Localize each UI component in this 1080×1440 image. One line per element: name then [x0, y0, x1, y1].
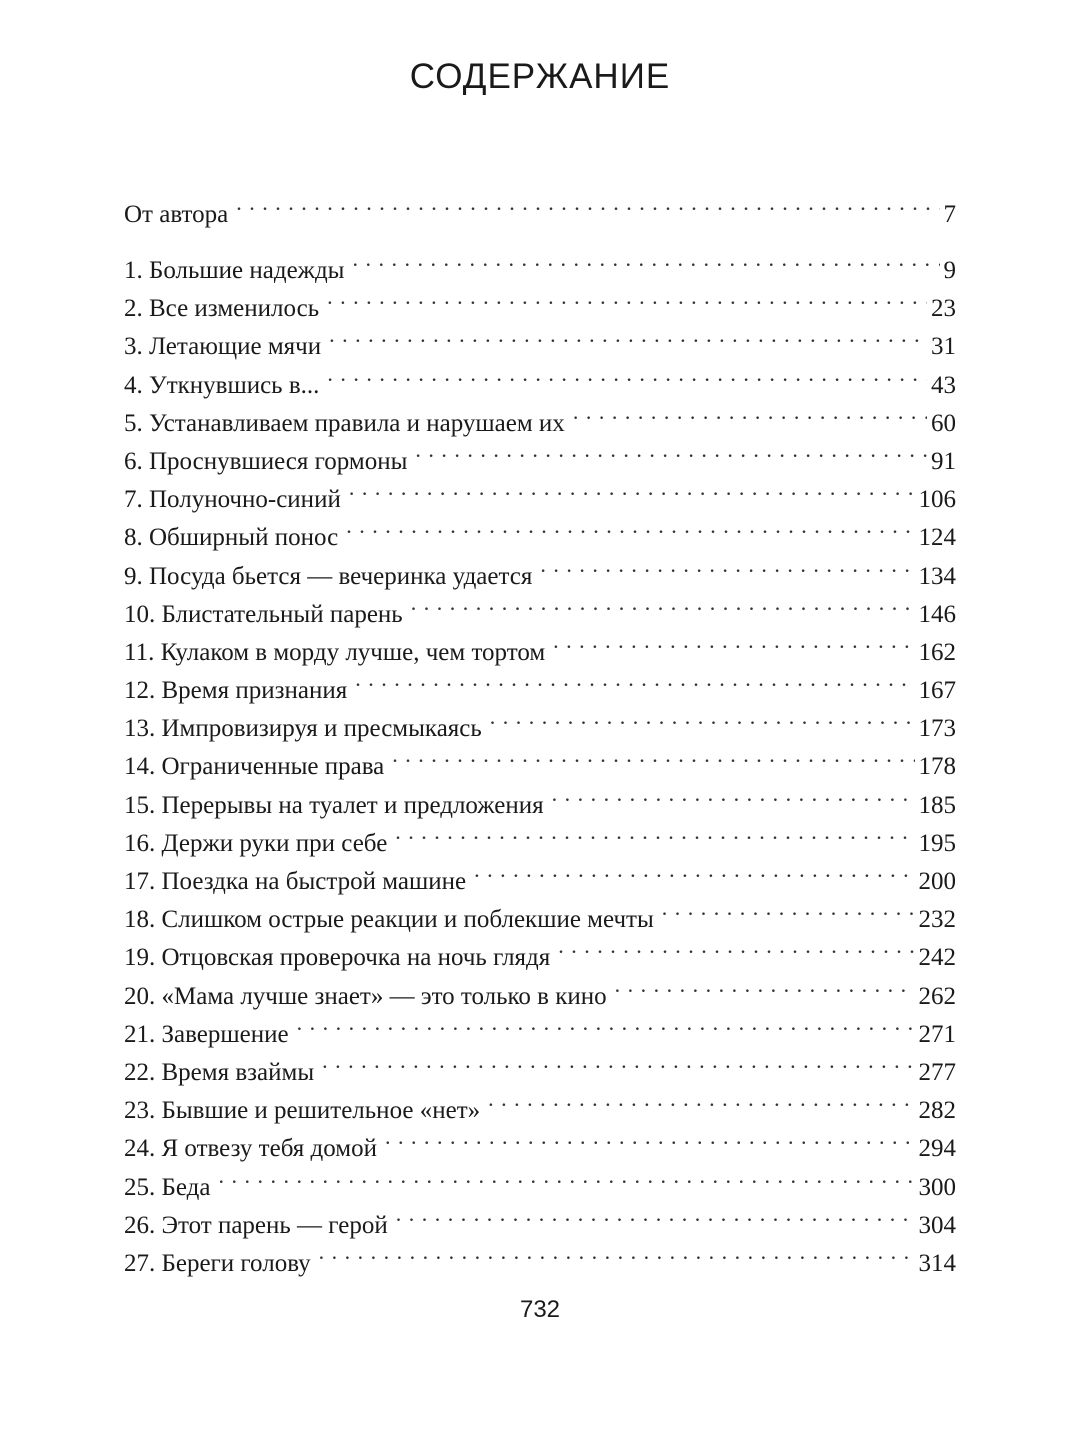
- toc-entry-title: 5. Устанавливаем правила и нарушаем их: [124, 409, 565, 437]
- toc-entry-title: 17. Поездка на быстрой машине: [124, 868, 467, 895]
- toc-entry-title: 20. «Мама лучше знает» — это только в кино: [124, 982, 607, 1010]
- toc-entry-title: 23. Бывшие и решительное «нет»: [124, 1097, 481, 1125]
- toc-entry-title: 3. Летающие мячи: [124, 333, 322, 361]
- toc-entry-title: 16. Держи руки при себе: [124, 829, 388, 857]
- toc-entry-page: 314: [918, 1249, 956, 1277]
- toc-entry-page: 7: [943, 201, 956, 228]
- table-of-contents: [124, 184, 956, 1277]
- toc-entry-page: 200: [918, 868, 956, 895]
- toc-entry-page: 195: [918, 829, 956, 857]
- dot-leader: [327, 278, 927, 316]
- toc-entry-page: 271: [918, 1020, 956, 1048]
- dot-leader: [474, 851, 914, 889]
- toc-entry-title: 7. Полуночно-синий: [124, 486, 341, 514]
- dot-leader: [573, 393, 927, 431]
- toc-entry[interactable]: [124, 240, 956, 284]
- dot-leader: [395, 813, 914, 851]
- toc-entry-title: 13. Импровизируя и пресмыкаясь: [124, 715, 482, 743]
- toc-entry-title: 2. Все изменилось: [124, 295, 320, 323]
- dot-leader: [411, 584, 915, 622]
- toc-entry-page: 242: [918, 944, 956, 972]
- toc-entry-title: 6. Проснувшиеся гормоны: [124, 447, 408, 475]
- toc-entry-page: 173: [918, 715, 956, 743]
- toc-entry-title: 19. Отцовская проверочка на ночь глядя: [124, 944, 551, 972]
- toc-entry[interactable]: [124, 1195, 956, 1239]
- toc-entry-page: 282: [918, 1097, 956, 1125]
- toc-entry-title: 11. Кулаком в морду лучше, чем тортом: [124, 638, 546, 666]
- toc-entry-page: 23: [931, 295, 956, 323]
- chapter-list: [124, 240, 956, 1277]
- dot-leader: [490, 698, 915, 736]
- toc-entry-title: 18. Слишком острые реакции и поблекшие мечты: [124, 906, 654, 934]
- dot-leader: [415, 431, 927, 469]
- toc-entry-title: 22. Время взаймы: [124, 1058, 315, 1086]
- toc-entry-title: 25. Беда: [124, 1173, 211, 1201]
- dot-leader: [236, 184, 939, 222]
- dot-leader: [540, 546, 914, 584]
- toc-entry-page: 300: [918, 1173, 956, 1201]
- page-title: СОДЕРЖАНИЕ: [409, 57, 671, 96]
- toc-entry[interactable]: [124, 1157, 956, 1201]
- toc-entry-page: 304: [918, 1211, 956, 1239]
- toc-entry-page: 134: [918, 562, 956, 590]
- toc-entry-title: 21. Завершение: [124, 1020, 289, 1048]
- toc-entry-page: 277: [918, 1058, 956, 1086]
- dot-leader: [488, 1080, 914, 1118]
- toc-entry-page: 43: [931, 371, 956, 399]
- toc-entry-page: 167: [918, 677, 956, 705]
- toc-entry-page: 146: [918, 600, 956, 628]
- toc-entry-page: 232: [918, 906, 956, 934]
- dot-leader: [319, 1233, 915, 1271]
- dot-leader: [329, 316, 927, 354]
- dot-leader: [355, 660, 914, 698]
- dot-leader: [346, 507, 914, 545]
- dot-leader: [218, 1157, 914, 1195]
- toc-entry-title: 10. Блистательный парень: [124, 600, 403, 628]
- page-number: 732: [519, 1296, 561, 1323]
- toc-entry-title: 12. Время признания: [124, 677, 348, 705]
- dot-leader: [392, 736, 914, 774]
- toc-entry-title: От автора: [124, 201, 229, 228]
- dot-leader: [662, 889, 915, 927]
- dot-leader: [385, 1118, 915, 1156]
- toc-entry-title: 26. Этот парень — герой: [124, 1211, 388, 1239]
- toc-entry-page: 91: [931, 447, 956, 475]
- toc-entry-page: 178: [918, 753, 956, 781]
- toc-entry-title: 8. Обширный понос: [124, 524, 339, 552]
- dot-leader: [322, 1042, 914, 1080]
- toc-entry-title: 27. Береги голову: [124, 1249, 311, 1277]
- toc-entry-title: 15. Перерывы на туалет и предложения: [124, 791, 544, 819]
- toc-entry-title: 4. Уткнувшись в...: [124, 371, 320, 399]
- toc-entry-page: 106: [918, 486, 956, 514]
- dot-leader: [552, 775, 915, 813]
- toc-entry-page: 31: [931, 333, 956, 361]
- toc-entry-page: 9: [943, 257, 956, 284]
- toc-entry-page: 262: [918, 982, 956, 1010]
- toc-entry-title: 14. Ограниченные права: [124, 753, 385, 781]
- dot-leader: [558, 927, 914, 965]
- dot-leader: [297, 1004, 915, 1042]
- dot-leader: [349, 469, 915, 507]
- toc-entry-page: 294: [918, 1135, 956, 1163]
- dot-leader: [553, 622, 914, 660]
- dot-leader: [396, 1195, 915, 1233]
- dot-leader: [615, 966, 915, 1004]
- toc-entry-page: 185: [918, 791, 956, 819]
- toc-entry-page: 162: [918, 638, 956, 666]
- dot-leader: [327, 355, 927, 393]
- toc-entry-title: 1. Большие надежды: [124, 257, 345, 284]
- toc-entry-preface[interactable]: [124, 184, 956, 240]
- toc-entry-page: 124: [918, 524, 956, 552]
- toc-entry-page: 60: [931, 409, 956, 437]
- dot-leader: [352, 240, 939, 278]
- toc-entry-title: 24. Я отвезу тебя домой: [124, 1135, 377, 1163]
- toc-entry-title: 9. Посуда бьется — вечеринка удается: [124, 562, 533, 590]
